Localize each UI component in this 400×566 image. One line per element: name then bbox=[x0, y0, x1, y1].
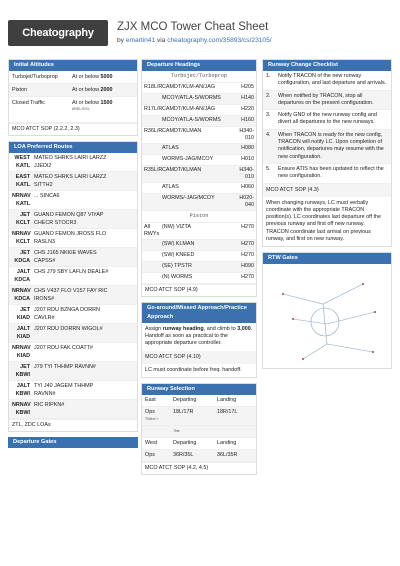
route-entry bbox=[9, 191, 137, 210]
departure-gates-title: Departure Gates bbox=[8, 437, 138, 448]
route-text: TYI J40 JAGEM THHMP bbox=[34, 383, 94, 389]
route-line bbox=[12, 268, 134, 276]
initial-altitudes-title: Initial Altitudes bbox=[9, 60, 137, 71]
heading-fix: (SE) TPSTR bbox=[162, 263, 192, 269]
route-type: JET bbox=[20, 212, 30, 218]
route-entry bbox=[9, 210, 137, 229]
route-destination: KATL bbox=[16, 182, 30, 188]
route-type: NRNAV bbox=[12, 345, 31, 351]
altitude-number: 1500 bbox=[100, 100, 113, 106]
runway-selection-row bbox=[142, 450, 256, 462]
tailwind-note: TWind < bbox=[145, 417, 159, 422]
route-destination: KATL bbox=[16, 201, 30, 207]
heading-row bbox=[142, 223, 256, 240]
heading-value: H270 bbox=[241, 224, 254, 230]
runway-change-box bbox=[262, 59, 392, 247]
heading-runway bbox=[144, 263, 162, 271]
runway-selection-title: Runway Selection bbox=[142, 384, 256, 395]
runway-selection-ops: Ops bbox=[145, 452, 155, 459]
runway-selection-landing: 36L/35R bbox=[217, 452, 238, 459]
heading-fix: ATLAS bbox=[162, 145, 179, 151]
heading-row bbox=[142, 116, 256, 127]
route-destination: KBWI bbox=[15, 391, 30, 397]
checklist-text: Notify GND of the new runway config and divert all departures to the new runways. bbox=[278, 112, 377, 126]
route-type: WEST bbox=[14, 155, 30, 161]
runway-selection-landing: Landing bbox=[217, 397, 237, 404]
route-destination: KCLT bbox=[16, 220, 30, 226]
runway-selection-row bbox=[142, 426, 256, 438]
runway-selection-ops: East bbox=[145, 397, 156, 404]
heading-runway: All RWYs bbox=[144, 224, 160, 237]
runway-selection-landing: 18R/17L bbox=[217, 409, 238, 416]
route-text: CHS J165 NKKIE WAVES bbox=[34, 250, 97, 256]
route-text: JJEDI2 bbox=[34, 163, 52, 169]
checklist-text: When TRACON is ready for the new config, TRACON will notify LC. Upon completion of notification, departures may resume with the new configuration. bbox=[278, 131, 384, 160]
heading-runway bbox=[144, 95, 162, 103]
page-title: ZJX MCO Tower Cheat Sheet bbox=[117, 21, 269, 33]
route-destination: KBWI bbox=[15, 410, 30, 416]
route-text: SITTH2 bbox=[34, 182, 53, 188]
route-line bbox=[12, 325, 134, 333]
checklist-item bbox=[263, 110, 391, 130]
runway-selection-ops: Ops TWind < bbox=[145, 409, 173, 423]
heading-row bbox=[142, 83, 256, 94]
heading-value: H270 bbox=[241, 252, 254, 258]
route-line bbox=[12, 192, 134, 200]
altitude-number: 2000 bbox=[100, 86, 113, 93]
heading-row bbox=[142, 194, 256, 211]
turbojet-subheading: Turbojet/Turboprop bbox=[142, 71, 256, 83]
departure-gates-box bbox=[8, 437, 138, 448]
heading-fix: CAMDT/KLM-AN/JAG bbox=[162, 84, 216, 90]
altitude-row bbox=[9, 71, 137, 84]
column-left bbox=[8, 59, 138, 453]
runway-selection-departing: 36R/35L bbox=[173, 452, 194, 459]
route-entry bbox=[9, 400, 137, 419]
route-text bbox=[34, 276, 134, 284]
route-line bbox=[12, 154, 134, 162]
route-line bbox=[12, 295, 134, 303]
route-text: J79 TYI THHMP RAVNN# bbox=[34, 364, 96, 370]
route-text bbox=[34, 200, 134, 208]
departure-headings-box bbox=[141, 59, 257, 297]
route-entry bbox=[9, 381, 137, 400]
route-line bbox=[12, 287, 134, 295]
checklist-item bbox=[263, 71, 391, 91]
heading-fix: (SW) KNEED bbox=[162, 252, 195, 258]
route-line bbox=[12, 333, 134, 341]
heading-value: H270 bbox=[241, 241, 254, 247]
preferred-routes-list bbox=[9, 153, 137, 431]
route-destination: KDCA bbox=[14, 296, 30, 302]
runway-selection-departing: 18L/17R bbox=[173, 409, 194, 416]
runway-selection-departing: 7kts bbox=[173, 429, 180, 434]
route-text: MATEO SHRKS LAIRI LARZZ bbox=[34, 174, 107, 180]
route-destination: KDCA bbox=[14, 277, 30, 283]
checklist-number: 1. bbox=[266, 73, 271, 79]
initial-altitudes-sop-ref: MCO ATCT SOP (2.2.2, 2.3) bbox=[9, 123, 137, 135]
route-destination: KATL bbox=[16, 163, 30, 169]
route-entry bbox=[9, 362, 137, 381]
checklist-item bbox=[263, 164, 391, 184]
departure-headings-table bbox=[142, 71, 256, 296]
departure-headings-title: Departure Headings bbox=[142, 60, 256, 71]
route-line bbox=[12, 200, 134, 208]
route-entry bbox=[9, 305, 137, 324]
route-type: JALT bbox=[16, 383, 30, 389]
route-line bbox=[12, 257, 134, 265]
checklist-text: Ensure ATIS has been updated to reflect the new configuration. bbox=[278, 165, 384, 180]
route-line bbox=[12, 382, 134, 390]
checklist-number: 4. bbox=[266, 131, 271, 138]
runway-selection-departing: Departing bbox=[173, 440, 197, 447]
runway-selection-landing bbox=[217, 428, 253, 435]
heading-runway bbox=[144, 274, 162, 282]
route-text: MATEO SHRKS LAIRI LARZZ bbox=[34, 155, 107, 161]
route-text: GUANO FEMON Q87 VIYAP bbox=[34, 212, 104, 218]
heading-value: H010 bbox=[241, 156, 254, 162]
route-line bbox=[12, 371, 134, 379]
heading-runway bbox=[144, 252, 162, 260]
heading-runway: R17L/R bbox=[144, 106, 163, 112]
heading-runway bbox=[144, 156, 162, 164]
route-destination: KIAD bbox=[16, 353, 30, 359]
heading-runway: R35L/R bbox=[144, 167, 163, 173]
route-line bbox=[12, 181, 134, 189]
route-text: CHS J79 SBY LAFLN DEALE# bbox=[34, 269, 109, 275]
route-type: NRNAV bbox=[12, 193, 31, 199]
runway-selection-row bbox=[142, 395, 256, 407]
route-line bbox=[12, 219, 134, 227]
route-text: RASLN3 bbox=[34, 239, 55, 245]
initial-altitudes-box bbox=[8, 59, 138, 136]
heading-row bbox=[142, 251, 256, 262]
runway-change-checklist bbox=[263, 71, 391, 184]
route-text: CHECR STOCR3 bbox=[34, 220, 77, 226]
route-type: JET bbox=[20, 307, 30, 313]
heading-fix: CAMDT/KLMAN bbox=[162, 128, 202, 134]
heading-fix: (SW) KLMAN bbox=[162, 241, 195, 247]
heading-fix: WORMS/-JAG/MCOY bbox=[162, 195, 215, 201]
heading-fix: (N) WORMS bbox=[162, 274, 193, 280]
heading-value: H080 bbox=[241, 145, 254, 151]
route-text: J207 RDU DORRN WIGOL# bbox=[34, 326, 103, 332]
departure-headings-sop-ref: MCO ATCT SOP (4.9) bbox=[142, 284, 256, 296]
approach-title: Go-around/Missed Approach/Practice Approach bbox=[142, 303, 256, 323]
checklist-item bbox=[263, 130, 391, 164]
route-entry bbox=[9, 324, 137, 343]
heading-value: H220 bbox=[241, 106, 254, 112]
route-line bbox=[12, 230, 134, 238]
route-line bbox=[12, 173, 134, 181]
heading-value: H270 bbox=[241, 274, 254, 280]
route-line bbox=[12, 276, 134, 284]
route-line bbox=[12, 162, 134, 170]
route-text bbox=[34, 352, 134, 360]
cheatography-logo[interactable]: Cheatography bbox=[8, 20, 108, 46]
initial-altitudes-table bbox=[9, 71, 137, 135]
route-text: J207 RDU FAK COATT# bbox=[34, 345, 93, 351]
column-middle bbox=[141, 59, 257, 480]
route-text: CAVLR# bbox=[34, 315, 55, 321]
route-entry bbox=[9, 286, 137, 305]
route-line bbox=[12, 344, 134, 352]
piston-subheading: Piston bbox=[142, 211, 256, 223]
route-type: NRNAV bbox=[12, 402, 31, 408]
runway-selection-ops bbox=[145, 428, 173, 435]
heading-runway bbox=[144, 195, 162, 209]
heading-row bbox=[142, 144, 256, 155]
runway-change-title: Runway Change Checklist bbox=[263, 60, 391, 71]
heading-runway bbox=[144, 117, 162, 125]
route-type: JALT bbox=[16, 326, 30, 332]
altitude-row bbox=[9, 84, 137, 97]
approach-box bbox=[141, 302, 257, 378]
preferred-routes-title: LOA Preferred Routes bbox=[9, 142, 137, 153]
checklist-number: 2. bbox=[266, 92, 271, 99]
page-header bbox=[0, 0, 400, 50]
altitude-number: 5000 bbox=[100, 73, 113, 80]
checklist-text: When notified by TRACON, stop all departures on the present configuration. bbox=[278, 92, 374, 106]
route-line bbox=[12, 238, 134, 246]
route-entry bbox=[9, 172, 137, 191]
route-text bbox=[34, 409, 134, 417]
route-type: NRNAV bbox=[12, 231, 31, 237]
route-entry bbox=[9, 343, 137, 362]
approach-sop-ref: MCO ATCT SOP (4.10) bbox=[142, 351, 256, 364]
heading-fix: CAMDT/KLM-AN/JAG bbox=[162, 106, 216, 112]
checklist-text: Notify TRACON of the new runway configuration, and last departure and arrivals. bbox=[278, 73, 387, 87]
runway-selection-box bbox=[141, 383, 257, 475]
route-line bbox=[12, 306, 134, 314]
route-destination: KIAD bbox=[16, 315, 30, 321]
rtw-gates-title: RTW Gates bbox=[263, 253, 391, 264]
heading-runway: R36L/R bbox=[144, 128, 163, 134]
sheet-url-link[interactable]: cheatography.com/35893/cs/23105/ bbox=[167, 37, 272, 44]
route-text: CHS V437 FLO V157 FAY RIC bbox=[34, 288, 108, 294]
altitude-note: #RELS/SL bbox=[72, 107, 90, 111]
heading-row bbox=[142, 155, 256, 166]
runway-selection-ops: West bbox=[145, 440, 158, 447]
gates-map-image bbox=[263, 264, 391, 368]
route-text: RAVNN# bbox=[34, 391, 56, 397]
route-destination: KIAD bbox=[16, 334, 30, 340]
heading-fix: MCOY/ATLA-S/WORMS bbox=[162, 117, 221, 123]
runway-change-sop-ref: MCO ATCT SOP (4.3) bbox=[263, 184, 391, 197]
route-text: GUANO FEMON JROSS FLO bbox=[34, 231, 107, 237]
heading-row bbox=[142, 262, 256, 273]
altitude-value: At or below 5000 bbox=[72, 73, 113, 80]
heading-fix: (NW) VIZTA bbox=[162, 224, 191, 230]
route-text: CAPSS# bbox=[34, 258, 56, 264]
route-entry bbox=[9, 267, 137, 286]
checklist-number: 3. bbox=[266, 112, 271, 119]
heading-fix: WORMS-JAG/MCOY bbox=[162, 156, 214, 162]
runway-selection-row bbox=[142, 438, 256, 450]
heading-row bbox=[142, 183, 256, 194]
runway-selection-departing: Departing bbox=[173, 397, 197, 404]
heading-value: H340-010 bbox=[239, 167, 254, 180]
route-line bbox=[12, 390, 134, 398]
runway-change-sop-text: When changing runways, LC must verbally coordinate with the appropriate TRACON position(s). LC coordinates last departure off the previous runway and first off new runway. TRACON coordinate last arrival on previous runway, and first on new runway. bbox=[266, 199, 381, 242]
route-text: J207 RDU BZNGA DORRN bbox=[34, 307, 100, 313]
heading-row bbox=[142, 127, 256, 144]
heading-runway bbox=[144, 145, 162, 153]
altitude-row bbox=[9, 97, 137, 123]
altitude-category: Piston bbox=[12, 86, 27, 93]
byline: by emartin41 via cheatography.com/35893/cs/23105/ bbox=[117, 37, 272, 44]
heading-value: H090 bbox=[241, 263, 254, 269]
route-entry bbox=[9, 229, 137, 248]
route-type: JET bbox=[20, 364, 30, 370]
runway-selection-row bbox=[142, 407, 256, 426]
checklist-number: 5. bbox=[266, 165, 271, 172]
checklist-item bbox=[263, 91, 391, 111]
gates-map-diagram bbox=[263, 264, 391, 368]
route-line bbox=[12, 249, 134, 257]
preferred-routes-source: ZTL, ZDC LOAs bbox=[9, 419, 137, 431]
route-type: JET bbox=[20, 250, 30, 256]
heading-value: H205 bbox=[241, 84, 254, 90]
altitude-value: At or below 1500 #RELS/SL bbox=[72, 100, 134, 111]
heading-value: H340-010 bbox=[239, 128, 254, 141]
altitude-category: Closed Traffic bbox=[12, 100, 45, 106]
author-link[interactable]: emartin41 bbox=[125, 37, 156, 44]
runway-selection-landing: Landing bbox=[217, 440, 237, 447]
altitude-category: Turbojet/Turboprop bbox=[12, 73, 58, 80]
route-text: IRONS# bbox=[34, 296, 55, 302]
runway-selection-table bbox=[142, 395, 256, 474]
route-type: NRNAV bbox=[12, 288, 31, 294]
route-text bbox=[34, 333, 134, 341]
route-type: JALT bbox=[16, 269, 30, 275]
route-text: RIC RIPKN# bbox=[34, 402, 65, 408]
heading-row bbox=[142, 105, 256, 116]
route-line bbox=[12, 363, 134, 371]
heading-runway bbox=[144, 184, 162, 192]
route-line bbox=[12, 314, 134, 322]
heading-runway: R18L/R bbox=[144, 84, 163, 90]
altitude-value: At or below 2000 bbox=[72, 86, 113, 93]
heading-fix: CAMDT/KLMAN bbox=[162, 167, 202, 173]
heading-value: H140 bbox=[241, 95, 254, 101]
heading-runway bbox=[144, 241, 162, 249]
approach-note: LC must coordinate before freq. handoff. bbox=[145, 366, 242, 373]
route-type: EAST bbox=[15, 174, 30, 180]
route-destination: KCLT bbox=[16, 239, 30, 245]
route-entry bbox=[9, 248, 137, 267]
approach-instructions: Assign runway heading, and climb to 3,000. Handoff as soon as practical to the appropriate departure controller. bbox=[145, 326, 253, 347]
heading-value: H060 bbox=[241, 184, 254, 190]
rtw-gates-box bbox=[262, 252, 392, 369]
route-destination: KDCA bbox=[14, 258, 30, 264]
heading-value: H160 bbox=[241, 117, 254, 123]
route-entry bbox=[9, 153, 137, 172]
runway-selection-sop-ref: MCO ATCT SOP (4.2, 4.5) bbox=[142, 462, 256, 474]
route-line bbox=[12, 352, 134, 360]
route-line bbox=[12, 211, 134, 219]
heading-row bbox=[142, 94, 256, 105]
preferred-routes-box bbox=[8, 141, 138, 432]
heading-fix: MCOY/ATLA-S/WORMS bbox=[162, 95, 221, 101]
route-destination: KBWI bbox=[15, 372, 30, 378]
route-text bbox=[34, 371, 134, 379]
route-line bbox=[12, 401, 134, 409]
heading-row bbox=[142, 166, 256, 183]
route-line bbox=[12, 409, 134, 417]
column-right bbox=[262, 59, 392, 374]
heading-fix: ATLAS bbox=[162, 184, 179, 190]
heading-value: H020-040 bbox=[239, 195, 254, 208]
route-text: ... SINCA6 bbox=[34, 193, 60, 199]
heading-row bbox=[142, 273, 256, 284]
heading-row bbox=[142, 240, 256, 251]
